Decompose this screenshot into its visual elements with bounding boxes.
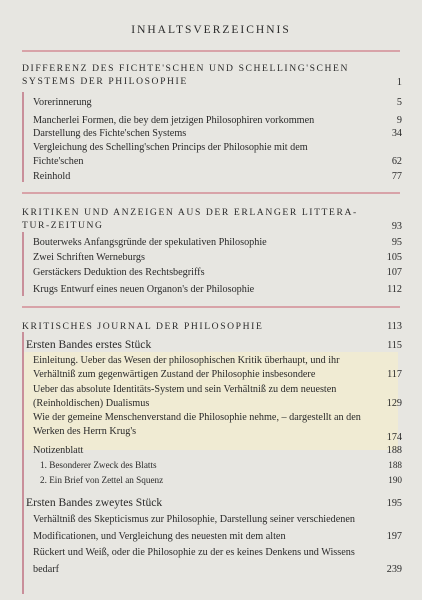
- toc-entry: Ueber das absolute Identitäts-System und sein Verhältniß zu dem neuesten: [33, 384, 337, 395]
- section-title: [22, 206, 360, 232]
- toc-entry: Mancherlei Formen, die bey dem jetzigen Philosophiren vorkommen: [33, 115, 315, 126]
- toc-page-number: 105: [386, 252, 402, 263]
- section-page-number: 93: [391, 221, 402, 232]
- toc-entry: Verhältniß des Skepticismus zur Philosophie, Darstellung seiner verschiedenen: [33, 514, 355, 525]
- toc-entry-continued: Modificationen, und Vergleichung des neuesten mit dem alten: [33, 531, 286, 542]
- part-heading: Ersten Bandes erstes Stück: [26, 338, 152, 351]
- toc-entry: Zwei Schriften Werneburgs: [33, 252, 145, 263]
- toc-subentry: 2. Ein Brief von Zettel an Squenz: [40, 475, 164, 485]
- toc-page-number: 188: [388, 460, 402, 470]
- toc-entry: Einleitung. Ueber das Wesen der philosophischen Kritik überhaupt, und ihr: [33, 355, 340, 366]
- toc-page-number: 107: [386, 267, 402, 278]
- section-page-number: 113: [387, 321, 402, 332]
- part-page-number: 195: [386, 498, 402, 509]
- section-title-line: SYSTEMS DER PHILOSOPHIE: [22, 76, 188, 87]
- toc-entry-continued: (Reinholdischen) Dualismus: [33, 398, 150, 409]
- toc-page-number: 9: [396, 115, 402, 126]
- section-title-line: TUR-ZEITUNG: [22, 220, 104, 231]
- toc-entry-continued: bedarf: [33, 564, 60, 575]
- toc-page-number: 197: [386, 531, 402, 542]
- toc-entry-continued: Verhältniß zum gegenwärtigen Zustand der Philosophie insbesondere: [33, 369, 316, 380]
- section-title-line: DIFFERENZ DES FICHTE'SCHEN UND SCHELLING'SCHEN: [22, 63, 350, 74]
- margin-bar: [22, 92, 24, 182]
- section-rule: [22, 306, 400, 308]
- toc-entry: Notizenblatt: [33, 445, 84, 456]
- toc-entry: Darstellung des Fichte'schen Systems: [33, 128, 187, 139]
- toc-page-number: 5: [396, 97, 402, 108]
- toc-page-number: 190: [388, 475, 402, 485]
- toc-entry-continued: Fichte'schen: [33, 156, 84, 167]
- toc-entry: Wie der gemeine Menschenverstand die Philosophie nehme, – dargestellt an den: [33, 412, 361, 423]
- toc-entry: Reinhold: [33, 171, 71, 182]
- section-rule: [22, 192, 400, 194]
- toc-page-number: 112: [387, 284, 402, 295]
- section-title-line: KRITIKEN UND ANZEIGEN AUS DER ERLANGER LITTERA-: [22, 207, 358, 218]
- toc-page-number: 129: [386, 398, 402, 409]
- section-rule: [22, 50, 400, 52]
- toc-entry: Gerstäckers Deduktion des Rechtsbegriffs: [33, 267, 205, 278]
- part-page-number: 115: [387, 340, 402, 351]
- toc-subentry: 1. Besonderer Zweck des Blatts: [40, 460, 157, 470]
- page-title: INHALTSVERZEICHNIS: [131, 24, 291, 36]
- section-title: [22, 320, 360, 333]
- toc-entry-continued: Werken des Herrn Krug's: [33, 426, 137, 437]
- section-title-line: KRITISCHES JOURNAL DER PHILOSOPHIE: [22, 321, 264, 332]
- toc-page-number: 239: [386, 564, 402, 575]
- toc-page-number: 188: [386, 445, 402, 456]
- toc-entry: Bouterweks Anfangsgründe der spekulativen Philosophie: [33, 237, 267, 248]
- toc-entry: Krugs Entwurf eines neuen Organon's der Philosophie: [33, 284, 255, 295]
- toc-page-number: 34: [391, 128, 402, 139]
- toc-entry: Vergleichung des Schelling'schen Princips der Philosophie mit dem: [33, 142, 308, 153]
- toc-entry: Vorerinnerung: [33, 97, 92, 108]
- part-heading: Ersten Bandes zweytes Stück: [26, 496, 163, 509]
- toc-entry: Rückert und Weiß, oder die Philosophie zu der es keines Denkens und Wissens: [33, 547, 355, 558]
- toc-page-number: 117: [387, 369, 402, 380]
- toc-page-number: 77: [391, 171, 402, 182]
- margin-bar: [22, 232, 24, 296]
- section-page-number: 1: [396, 77, 402, 88]
- toc-page-number: 95: [391, 237, 402, 248]
- toc-page-number: 174: [386, 432, 402, 443]
- section-title: [22, 62, 360, 88]
- toc-page-number: 62: [391, 156, 402, 167]
